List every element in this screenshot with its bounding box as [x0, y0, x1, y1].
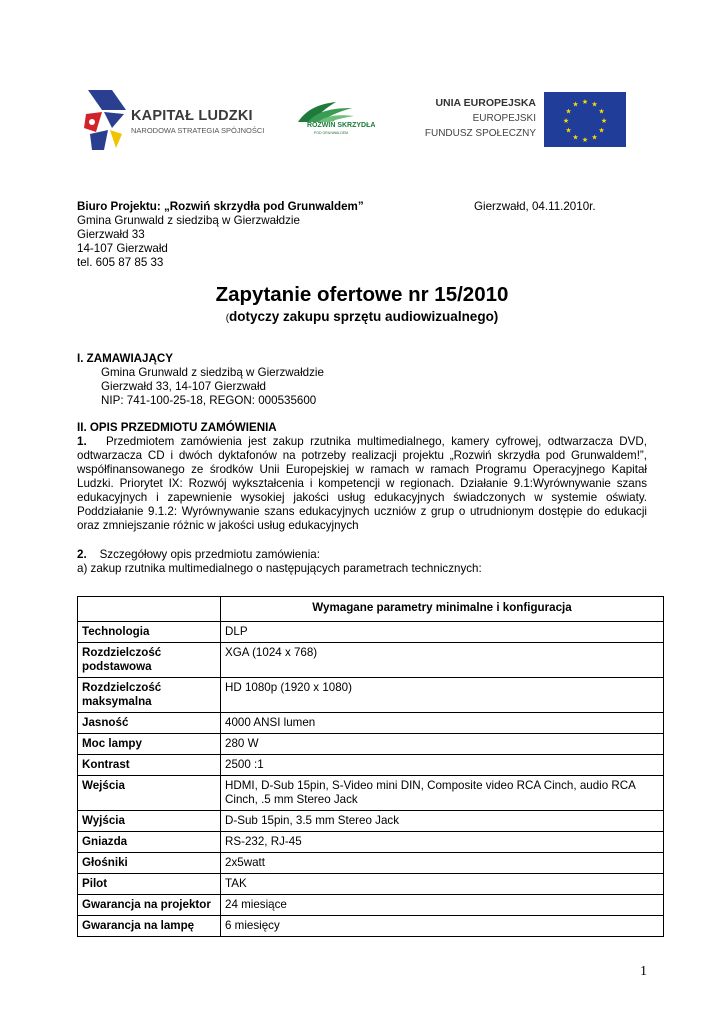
paragraph-1-number: 1.	[77, 435, 87, 448]
row-value: 280 W	[221, 734, 664, 755]
orderer-address: Gierzwałd 33, 14-107 Gierzwałd	[101, 380, 266, 393]
table-row	[78, 776, 664, 811]
table-header-row	[78, 597, 664, 622]
kapital-ludzki-emblem-icon	[82, 88, 128, 152]
eu-logo	[424, 92, 626, 148]
rozwin-skrzydla-title: ROZWIŃ SKRZYDŁA	[307, 122, 376, 129]
eu-flag-icon	[544, 92, 626, 147]
row-label: Rozdzielczość maksymalna	[78, 678, 221, 713]
row-value: 2500 :1	[221, 755, 664, 776]
row-value: HDMI, D-Sub 15pin, S-Video mini DIN, Composite video RCA Cinch, audio RCA Cinch, .5 mm Stereo Jack	[221, 776, 664, 811]
orderer-name: Gmina Grunwald z siedzibą w Gierzwałdzie	[101, 366, 324, 379]
table-row	[78, 643, 664, 678]
paragraph-2-number: 2.	[77, 548, 87, 561]
project-office-name: Biuro Projektu: „Rozwiń skrzydła pod Grunwaldem”	[77, 200, 364, 213]
wings-icon	[296, 100, 356, 124]
section-1-heading: I. ZAMAWIAJĄCY	[77, 352, 173, 365]
svg-text:★: ★	[598, 107, 605, 116]
row-label: Głośniki	[78, 853, 221, 874]
kapital-ludzki-title: KAPITAŁ LUDZKI	[131, 108, 253, 124]
table-row	[78, 713, 664, 734]
row-value: 2x5watt	[221, 853, 664, 874]
row-label: Jasność	[78, 713, 221, 734]
section-2-subpoint-a: a) zakup rzutnika multimedialnego o następujących parametrach technicznych:	[77, 562, 482, 575]
table-row	[78, 755, 664, 776]
row-value: D-Sub 15pin, 3.5 mm Stereo Jack	[221, 811, 664, 832]
table-row	[78, 622, 664, 643]
row-value: HD 1080p (1920 x 1080)	[221, 678, 664, 713]
row-label: Technologia	[78, 622, 221, 643]
section-2-paragraph-1	[77, 435, 647, 533]
document-title: Zapytanie ofertowe nr 15/2010	[215, 283, 509, 306]
orderer-nip-regon: NIP: 741-100-25-18, REGON: 000535600	[101, 394, 317, 407]
row-value: DLP	[221, 622, 664, 643]
svg-text:★: ★	[565, 107, 572, 116]
table-row	[78, 874, 664, 895]
eu-fund-label-1: EUROPEJSKI	[472, 113, 536, 124]
row-label: Rozdzielczość podstawowa	[78, 643, 221, 678]
sender-line-2: Gmina Grunwald z siedzibą w Gierzwałdzie	[77, 214, 300, 227]
row-label: Pilot	[78, 874, 221, 895]
row-label: Kontrast	[78, 755, 221, 776]
row-label: Wyjścia	[78, 811, 221, 832]
page-number: 1	[640, 964, 647, 979]
table-row	[78, 895, 664, 916]
svg-text:★: ★	[572, 100, 579, 109]
row-label: Gwarancja na projektor	[78, 895, 221, 916]
table-row	[78, 853, 664, 874]
table-row	[78, 734, 664, 755]
row-value: XGA (1024 x 768)	[221, 643, 664, 678]
table-row	[78, 678, 664, 713]
section-2-paragraph-2	[77, 548, 320, 562]
row-value: RS-232, RJ-45	[221, 832, 664, 853]
paragraph-2-text: Szczegółowy opis przedmiotu zamówienia:	[99, 548, 320, 561]
sender-phone: tel. 605 87 85 33	[77, 256, 164, 269]
section-2-heading: II. OPIS PRZEDMIOTU ZAMÓWIENIA	[77, 421, 277, 434]
table-header-cell: Wymagane parametry minimalne i konfiguracja	[221, 597, 664, 622]
svg-text:★: ★	[565, 126, 572, 135]
row-value: TAK	[221, 874, 664, 895]
table-row	[78, 916, 664, 937]
row-value: 6 miesięcy	[221, 916, 664, 937]
table-row	[78, 832, 664, 853]
kapital-ludzki-subtitle: NARODOWA STRATEGIA SPÓJNOŚCI	[131, 126, 265, 135]
svg-text:★: ★	[581, 98, 589, 106]
table-header-empty-cell	[78, 597, 221, 622]
row-label: Gniazda	[78, 832, 221, 853]
rozwin-skrzydla-logo	[292, 100, 392, 136]
row-value: 24 miesiące	[221, 895, 664, 916]
row-label: Gwarancja na lampę	[78, 916, 221, 937]
table-row	[78, 811, 664, 832]
paragraph-1-text: Przedmiotem zamówienia jest zakup rzutnika multimedialnego, kamery cyfrowej, odtwarzacza DVD, odtwarzacza CD i dwóch dyktafonów na potrzeby realizacji projektu „Rozwiń skrzydła pod Grunwaldem!”, współfinansowanego ze środków Unii Europejskiej w ramach w ramach Programu Operacyjnego Kapitał Ludzki. Priorytet IX: Rozwój wykształcenia i kompetencji w regionach. Działanie 9.1:Wyrównywanie szans edukacyjnych i zapewnienie wysokiej jakości usług edukacyjnych świadczonych w systemie oświaty. Poddziałanie 9.1.2: Wyrównywanie szans edukacyjnych uczniów z grup o utrudnionym dostępie do edukacji oraz zmniejszanie różnic w jakości usług edukacyjnych	[77, 435, 647, 532]
projector-spec-table	[77, 596, 664, 937]
kapital-ludzki-logo	[82, 88, 272, 152]
document-subtitle	[0, 309, 724, 324]
row-label: Moc lampy	[78, 734, 221, 755]
eu-fund-label-2: FUNDUSZ SPOŁECZNY	[424, 128, 536, 139]
place-and-date: Gierzwałd, 04.11.2010r.	[474, 200, 596, 213]
row-value: 4000 ANSI lumen	[221, 713, 664, 734]
svg-text:★: ★	[600, 117, 608, 125]
row-label: Wejścia	[78, 776, 221, 811]
subtitle-paren: (	[225, 313, 230, 324]
sender-line-4: 14-107 Gierzwałd	[77, 242, 168, 255]
eu-union-label: UNIA EUROPEJSKA	[435, 97, 536, 109]
subtitle-text: dotyczy zakupu sprzętu audiowizualnego)	[229, 309, 499, 324]
svg-text:★: ★	[572, 133, 579, 142]
svg-text:★: ★	[591, 133, 598, 142]
sender-line-3: Gierzwałd 33	[77, 228, 145, 241]
rozwin-skrzydla-subtitle: POD GRUNWALDEM	[314, 131, 349, 135]
svg-text:★: ★	[591, 100, 598, 109]
svg-text:★: ★	[598, 126, 605, 135]
svg-text:★: ★	[581, 136, 589, 144]
svg-text:★: ★	[562, 117, 570, 125]
